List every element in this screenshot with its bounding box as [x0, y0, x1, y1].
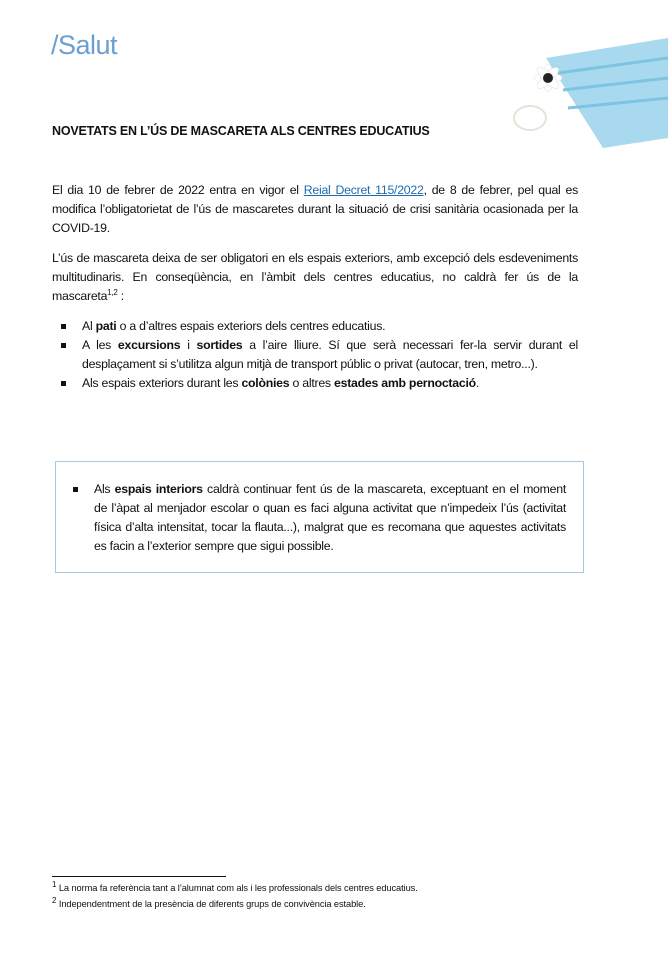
footnote-divider: [52, 876, 226, 877]
list-item: Als espais interiors caldrà continuar fent ús de la mascareta, exceptuant en el moment de l’àpat al menjador escolar o quan es faci alguna activitat que n’impedeix l’ús (activitat física d’alta intensitat, tocar la flauta...), malgrat que es recomana que aquestes activitats es facin a l’exterior sempre que sigui possible.: [64, 480, 566, 556]
list-item: Al pati o a d’altres espais exteriors dels centres educatius.: [52, 317, 578, 336]
text: , de 8 de febrer, pel qual es modifica l’obligatorietat de l’ús de mascaretes durant la situació de crisi sanitària ocasionada per la COVID-19.: [52, 183, 578, 235]
rule-paragraph: [52, 249, 578, 306]
indoor-notice-box: [55, 461, 584, 573]
footnote-2: $^2$ Independentment de la presència de diferents grups de convivència estable.: [52, 895, 366, 909]
face-mask-flower-image: [508, 28, 668, 158]
text: :: [117, 289, 124, 303]
decree-link[interactable]: Reial Decret 115/2022: [303, 183, 424, 197]
footnote-ref[interactable]: 1,2: [107, 287, 118, 297]
salut-logo: /Salut: [51, 30, 118, 60]
intro-paragraph: [52, 181, 578, 238]
page-title: NOVETATS EN L’ÚS DE MASCARETA ALS CENTRES EDUCATIUS: [52, 124, 430, 138]
exemption-list: [52, 317, 578, 393]
list-item: A les excursions i sortides a l’aire lliure. Sí que serà necessari fer-la servir durant el desplaçament si s’utilitza algun mitjà de transport públic o privat (autocar, tren, metro...).: [52, 336, 578, 374]
text: L’ús de mascareta deixa de ser obligatori en els espais exteriors, amb excepció dels esdeveniments multitudinaris. En conseqüència, en l’àmbit dels centres educatius, no caldrà fer ús de la mascareta: [52, 251, 578, 303]
text: El dia 10 de febrer de 2022 entra en vigor el: [52, 183, 304, 197]
list-item: Als espais exteriors durant les colònies o altres estades amb pernoctació.: [52, 374, 578, 393]
footnote-1: $^1$ La norma fa referència tant a l’alumnat com als i les professionals dels centres educatius.: [52, 879, 418, 893]
